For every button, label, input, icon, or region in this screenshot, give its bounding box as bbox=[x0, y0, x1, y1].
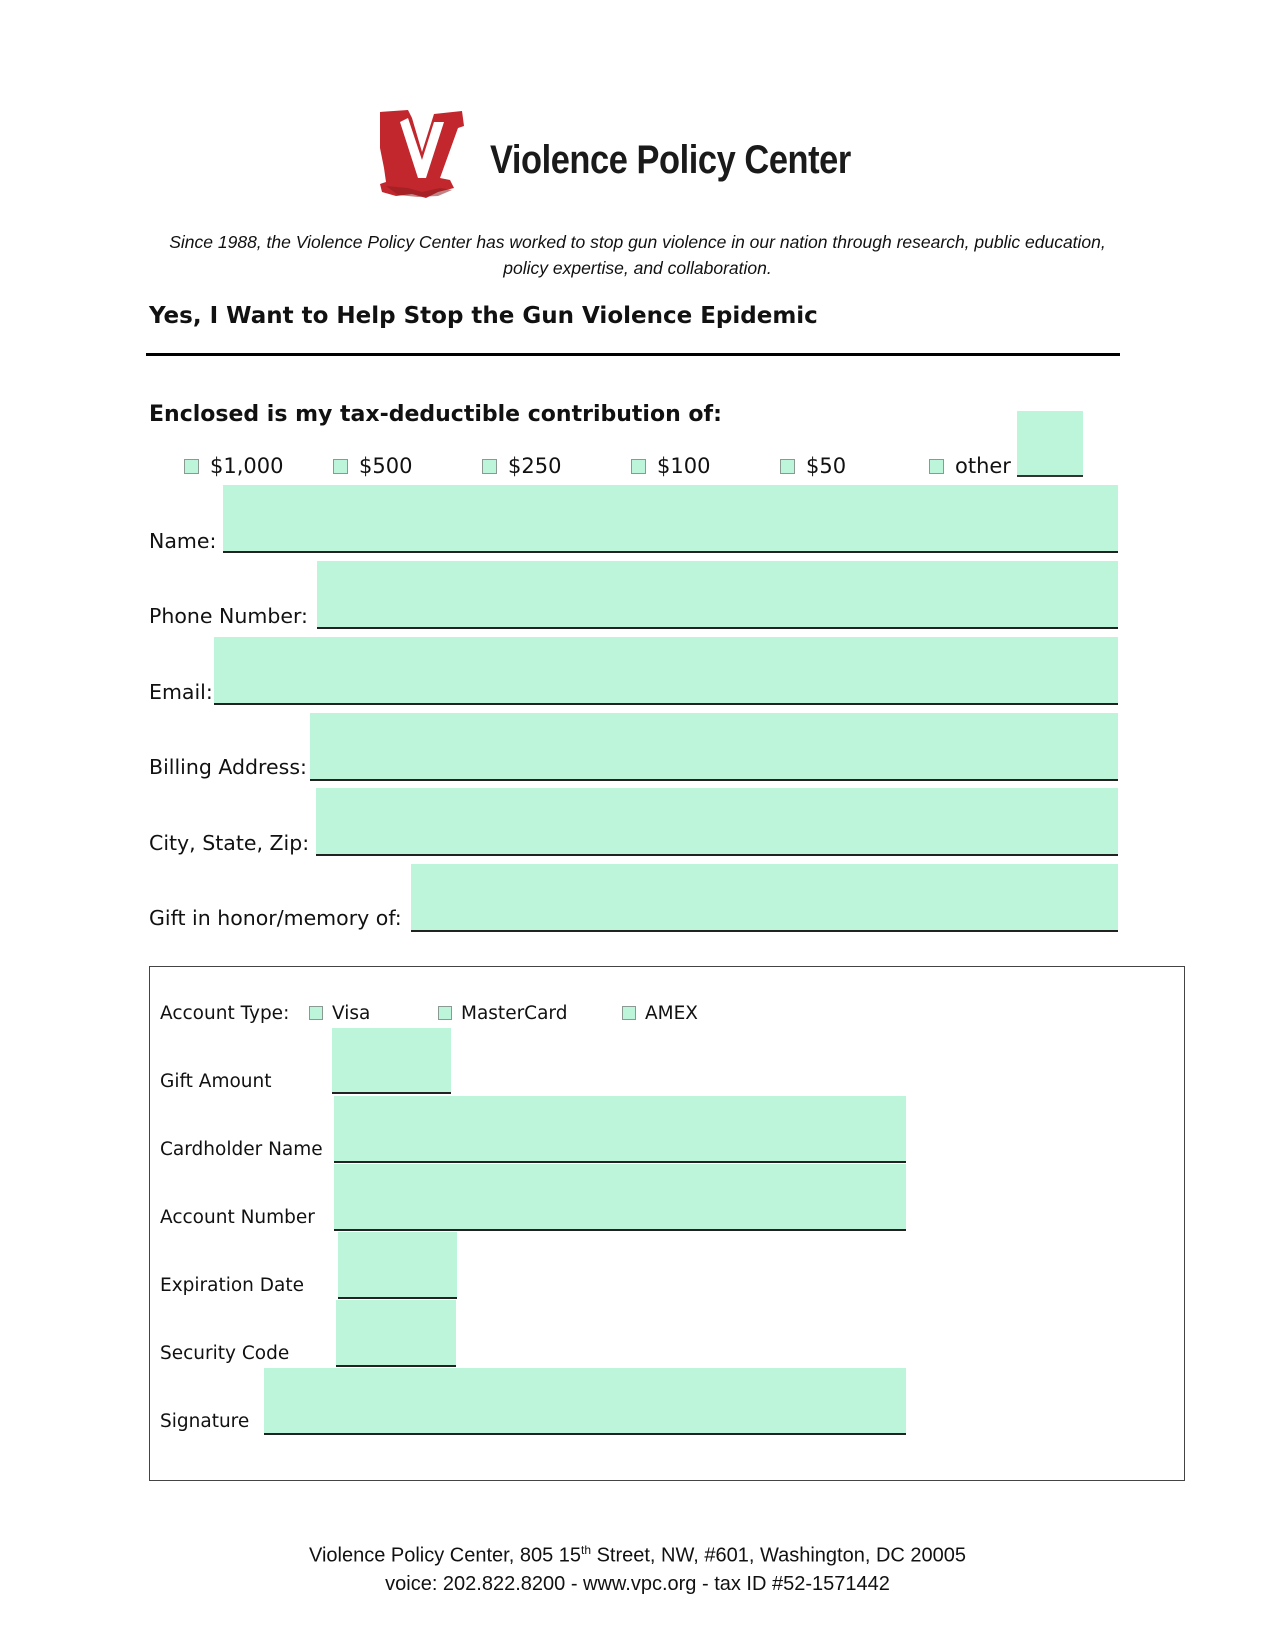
checkbox[interactable] bbox=[482, 459, 497, 474]
city-state-zip-input[interactable] bbox=[316, 788, 1118, 854]
org-logo bbox=[378, 108, 878, 203]
amount-label: $100 bbox=[657, 454, 711, 478]
checkbox[interactable] bbox=[309, 1006, 323, 1020]
account-number-input[interactable] bbox=[334, 1164, 906, 1229]
account-number-underline bbox=[334, 1229, 906, 1231]
signature-input[interactable] bbox=[264, 1368, 906, 1433]
signature-label: Signature bbox=[160, 1411, 250, 1432]
email-underline bbox=[214, 703, 1118, 705]
cardholder-name-input[interactable] bbox=[334, 1096, 906, 1161]
signature-underline bbox=[264, 1433, 906, 1435]
security-code-input[interactable] bbox=[336, 1300, 456, 1365]
card-option-label: Visa bbox=[332, 1002, 371, 1024]
cardholder-label: Cardholder Name bbox=[160, 1139, 323, 1160]
account-type-amex[interactable] bbox=[622, 1000, 698, 1026]
checkbox[interactable] bbox=[929, 459, 944, 474]
gift-amount-underline bbox=[332, 1092, 451, 1094]
amount-label: $500 bbox=[359, 454, 413, 478]
amount-label: $250 bbox=[508, 454, 562, 478]
email-label: Email: bbox=[149, 680, 213, 704]
amount-option-other[interactable] bbox=[929, 452, 1011, 480]
security-code-label: Security Code bbox=[160, 1343, 290, 1364]
amount-label: $50 bbox=[806, 454, 847, 478]
phone-underline bbox=[317, 627, 1118, 629]
footer bbox=[140, 1536, 1135, 1598]
mission-statement: Since 1988, the Violence Policy Center has worked to stop gun violence in our nation through research, public education, policy expertise, and collaboration. bbox=[169, 232, 1106, 278]
card-option-label: MasterCard bbox=[461, 1002, 568, 1024]
gift-amount-input[interactable] bbox=[332, 1028, 451, 1092]
city-underline bbox=[316, 854, 1118, 856]
amount-option-100[interactable] bbox=[631, 452, 710, 480]
amount-label: $1,000 bbox=[210, 454, 284, 478]
security-code-underline bbox=[336, 1365, 456, 1367]
org-name: Violence Policy Center bbox=[490, 138, 851, 182]
expiration-date-input[interactable] bbox=[338, 1232, 457, 1297]
footer-address: Violence Policy Center, 805 15th Street, NW, #601, Washington, DC 20005 bbox=[308, 1543, 967, 1567]
name-input[interactable] bbox=[223, 485, 1118, 551]
checkbox[interactable] bbox=[438, 1006, 452, 1020]
amount-option-1000[interactable] bbox=[184, 452, 283, 480]
phone-input[interactable] bbox=[317, 561, 1118, 627]
billing-label: Billing Address: bbox=[149, 755, 307, 779]
checkbox[interactable] bbox=[631, 459, 646, 474]
page-title: Yes, I Want to Help Stop the Gun Violence Epidemic bbox=[149, 303, 818, 329]
phone-label: Phone Number: bbox=[149, 604, 308, 628]
expiration-underline bbox=[338, 1297, 457, 1299]
other-amount-underline bbox=[1017, 475, 1083, 477]
divider bbox=[146, 353, 1120, 356]
account-type-mastercard[interactable] bbox=[438, 1000, 567, 1026]
honor-memory-input[interactable] bbox=[411, 864, 1118, 930]
name-label: Name: bbox=[149, 529, 217, 553]
checkbox[interactable] bbox=[333, 459, 348, 474]
honor-label: Gift in honor/memory of: bbox=[149, 906, 402, 930]
name-underline bbox=[223, 551, 1118, 553]
checkbox[interactable] bbox=[780, 459, 795, 474]
cardholder-underline bbox=[334, 1161, 906, 1163]
account-type-label: Account Type: bbox=[160, 1003, 290, 1024]
email-input[interactable] bbox=[214, 637, 1118, 703]
gift-amount-label: Gift Amount bbox=[160, 1071, 272, 1092]
footer-contact: voice: 202.822.8200 - www.vpc.org - tax ID #52-1571442 bbox=[385, 1572, 890, 1595]
checkbox[interactable] bbox=[622, 1006, 636, 1020]
contribution-heading: Enclosed is my tax-deductible contribution of: bbox=[149, 402, 722, 427]
checkbox[interactable] bbox=[184, 459, 199, 474]
amount-option-250[interactable] bbox=[482, 452, 561, 480]
honor-underline bbox=[411, 930, 1118, 932]
expiration-label: Expiration Date bbox=[160, 1275, 304, 1296]
city-label: City, State, Zip: bbox=[149, 831, 310, 855]
card-option-label: AMEX bbox=[645, 1002, 698, 1024]
account-type-visa[interactable] bbox=[309, 1000, 370, 1026]
amount-option-50[interactable] bbox=[780, 452, 846, 480]
amount-label: other bbox=[955, 454, 1011, 478]
account-number-label: Account Number bbox=[160, 1207, 315, 1228]
other-amount-input[interactable] bbox=[1017, 411, 1083, 475]
vpc-v-logo-icon bbox=[378, 108, 468, 200]
billing-address-input[interactable] bbox=[310, 713, 1118, 779]
amount-option-500[interactable] bbox=[333, 452, 412, 480]
billing-underline bbox=[310, 779, 1118, 781]
